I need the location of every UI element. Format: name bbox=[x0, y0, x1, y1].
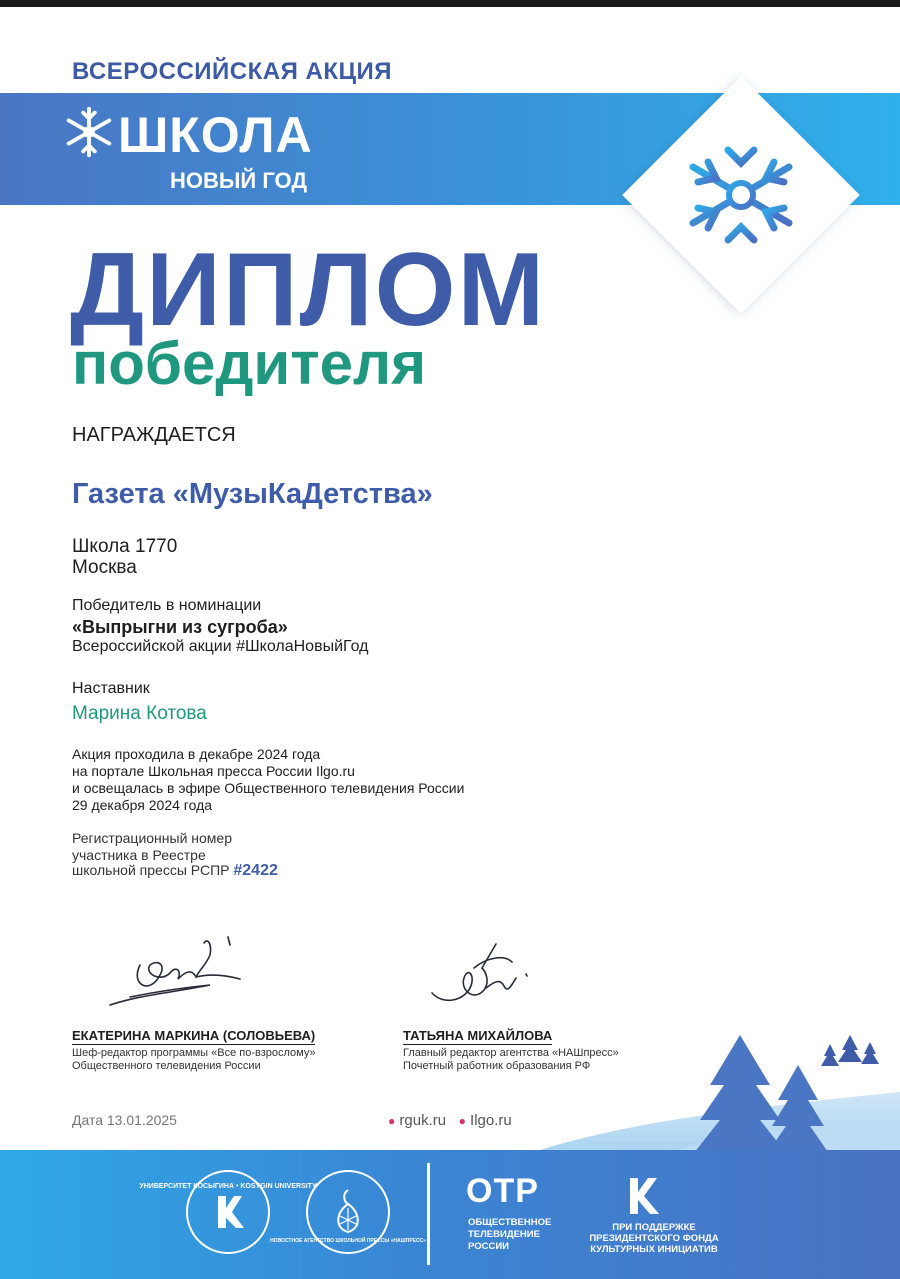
info-line: 29 декабря 2024 года bbox=[72, 797, 213, 813]
school-name: Школа 1770 bbox=[72, 536, 178, 557]
awarded-label: НАГРАЖДАЕТСЯ bbox=[72, 424, 236, 446]
winter-landscape-illustration bbox=[540, 1030, 900, 1155]
otr-caption-line: ТЕЛЕВИДЕНИЕ bbox=[468, 1229, 540, 1240]
footer-sites bbox=[388, 1112, 512, 1129]
kosygin-caption: УНИВЕРСИТЕТ КОСЫГИНА • KOSYGIN UNIVERSITY bbox=[139, 1183, 317, 1190]
signer-role: Почетный работник образования РФ bbox=[403, 1060, 591, 1072]
logo-subtitle: НОВЫЙ ГОД bbox=[170, 168, 308, 193]
registry-number: #2422 bbox=[233, 862, 278, 879]
site-link[interactable]: Ilgo.ru bbox=[470, 1112, 512, 1129]
nashpress-mark-icon bbox=[270, 1172, 426, 1252]
issue-date: Дата 13.01.2025 bbox=[72, 1112, 177, 1128]
nomination-campaign: Всероссийской акции #ШколаНовыйГод bbox=[72, 638, 369, 655]
kosygin-mark-icon bbox=[139, 1172, 317, 1252]
diploma-subtitle: победителя bbox=[72, 330, 427, 397]
recipient-name: Газета «МузыКаДетства» bbox=[72, 478, 433, 510]
kosygin-university-logo bbox=[139, 1170, 317, 1254]
signer-name: ЕКАТЕРИНА МАРКИНА (СОЛОВЬЕВА) bbox=[72, 1028, 316, 1043]
mentor-label: Наставник bbox=[72, 680, 150, 697]
otr-caption-line: РОССИИ bbox=[468, 1241, 509, 1252]
signer-role: Шеф-редактор программы «Все по-взрослому» bbox=[72, 1047, 316, 1059]
info-line: на портале Школьная пресса России Ilgo.ru bbox=[72, 763, 355, 779]
snowflake-icon bbox=[676, 130, 806, 260]
mentor-name: Марина Котова bbox=[72, 703, 207, 724]
snowflake-icon bbox=[60, 103, 118, 161]
city-name: Москва bbox=[72, 557, 137, 578]
otr-logo: ОТР bbox=[466, 1172, 539, 1210]
bullet-icon: ● bbox=[388, 1114, 396, 1128]
pfki-caption-line: ПРИ ПОДДЕРЖКЕ bbox=[612, 1222, 696, 1233]
partners-divider bbox=[427, 1163, 430, 1265]
site-link[interactable]: rguk.ru bbox=[399, 1112, 447, 1129]
registry-line: участника в Реестре bbox=[72, 847, 206, 863]
top-dark-strip bbox=[0, 0, 900, 7]
diploma-title: ДИПЛОМ bbox=[70, 232, 547, 348]
signer-role: Общественного телевидения России bbox=[72, 1060, 261, 1072]
signature-markina bbox=[100, 925, 250, 1015]
info-line: Акция проходила в декабре 2024 года bbox=[72, 746, 321, 762]
info-line: и освещалась в эфире Общественного телевидения России bbox=[72, 780, 465, 796]
registry-line-3 bbox=[72, 862, 278, 880]
nashpress-caption: НОВОСТНОЕ АГЕНТСТВО ШКОЛЬНОЙ ПРЕССЫ «НАШПРЕСС» bbox=[270, 1238, 426, 1244]
bullet-icon: ● bbox=[458, 1114, 466, 1128]
signer-name: ТАТЬЯНА МИХАЙЛОВА bbox=[403, 1028, 553, 1043]
pfki-caption bbox=[574, 1222, 734, 1255]
nashpress-logo bbox=[270, 1170, 426, 1254]
partners-band bbox=[0, 1150, 900, 1279]
pfki-caption-line: ПРЕЗИДЕНТСКОГО ФОНДА bbox=[589, 1233, 719, 1244]
nomination-intro: Победитель в номинации bbox=[72, 597, 262, 614]
registry-line: Регистрационный номер bbox=[72, 830, 232, 846]
otr-caption-line: ОБЩЕСТВЕННОЕ bbox=[468, 1217, 552, 1228]
otr-caption bbox=[468, 1217, 551, 1253]
logo-wordmark: ШКОЛА bbox=[118, 107, 313, 163]
pfki-k-icon bbox=[626, 1176, 660, 1216]
nomination-name: «Выпрыгни из сугроба» bbox=[72, 617, 288, 637]
signature-mikhaylova bbox=[424, 938, 534, 1013]
registry-label: школьной прессы РСПР bbox=[72, 862, 230, 878]
campaign-title: ВСЕРОССИЙСКАЯ АКЦИЯ bbox=[72, 58, 393, 85]
pfki-caption-line: КУЛЬТУРНЫХ ИНИЦИАТИВ bbox=[590, 1244, 718, 1255]
signer-role: Главный редактор агентства «НАШпресс» bbox=[403, 1047, 619, 1059]
